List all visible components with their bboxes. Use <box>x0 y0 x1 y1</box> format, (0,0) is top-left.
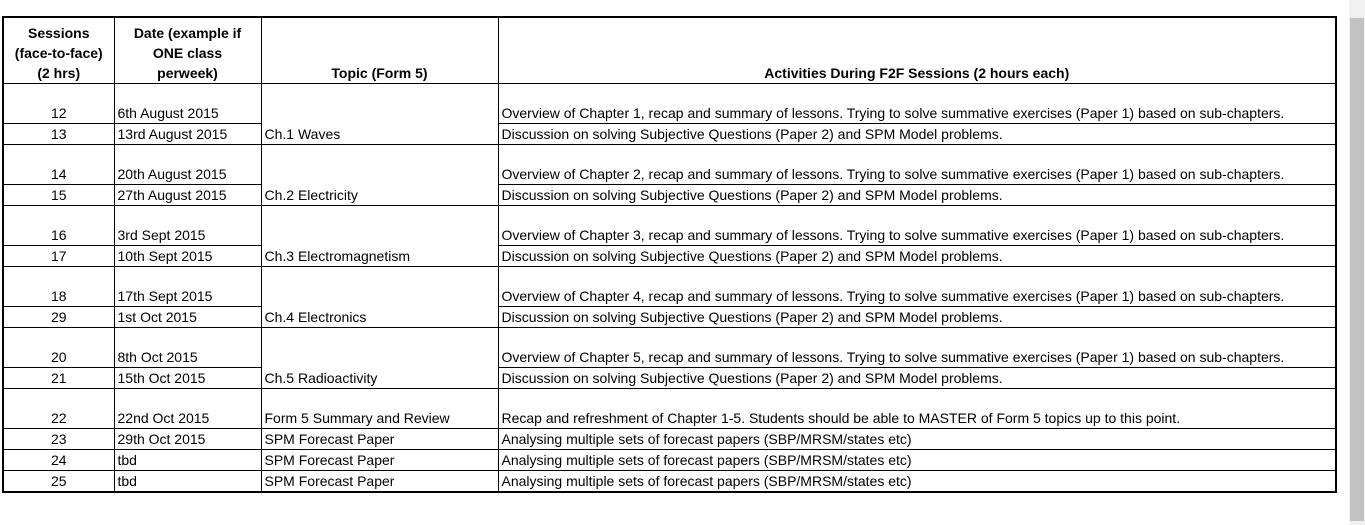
date-cell: 1st Oct 2015 <box>114 306 261 327</box>
session-cell: 14 <box>3 144 114 184</box>
date-cell: 8th Oct 2015 <box>114 327 261 367</box>
topic-cell: Ch.2 Electricity <box>261 144 498 205</box>
table-row <box>3 327 1336 367</box>
table-row <box>3 266 1336 306</box>
activity-cell: Discussion on solving Subjective Questions (Paper 2) and SPM Model problems. <box>498 184 1336 205</box>
session-cell: 18 <box>3 266 114 306</box>
table-row <box>3 306 1336 327</box>
header-topic: Topic (Form 5) <box>261 17 498 83</box>
schedule-table <box>2 16 1337 493</box>
table-row <box>3 83 1336 123</box>
header-row <box>3 17 1336 83</box>
activity-cell: Analysing multiple sets of forecast papers (SBP/MRSM/states etc) <box>498 470 1336 492</box>
table-row <box>3 367 1336 388</box>
date-cell: 29th Oct 2015 <box>114 428 261 449</box>
header-sessions: Sessions (face-to-face) (2 hrs) <box>3 17 114 83</box>
table-row <box>3 449 1336 470</box>
header-activities: Activities During F2F Sessions (2 hours each) <box>498 17 1336 83</box>
activity-cell: Overview of Chapter 3, recap and summary of lessons. Trying to solve summative exercises (Paper 1) based on sub-chapters. <box>498 205 1336 245</box>
topic-cell: Ch.4 Electronics <box>261 266 498 327</box>
session-cell: 25 <box>3 470 114 492</box>
schedule-sheet <box>2 16 1337 493</box>
date-cell: 22nd Oct 2015 <box>114 388 261 428</box>
table-row <box>3 245 1336 266</box>
topic-cell: SPM Forecast Paper <box>261 470 498 492</box>
session-cell: 12 <box>3 83 114 123</box>
date-cell: 17th Sept 2015 <box>114 266 261 306</box>
topic-cell: Form 5 Summary and Review <box>261 388 498 428</box>
table-row <box>3 144 1336 184</box>
session-cell: 20 <box>3 327 114 367</box>
session-cell: 16 <box>3 205 114 245</box>
header-date: Date (example if ONE class perweek) <box>114 17 261 83</box>
date-cell: 3rd Sept 2015 <box>114 205 261 245</box>
vertical-scrollbar[interactable] <box>1349 0 1365 525</box>
table-row <box>3 470 1336 492</box>
activity-cell: Analysing multiple sets of forecast papers (SBP/MRSM/states etc) <box>498 428 1336 449</box>
topic-cell: Ch.3 Electromagnetism <box>261 205 498 266</box>
activity-cell: Overview of Chapter 5, recap and summary of lessons. Trying to solve summative exercises (Paper 1) based on sub-chapters. <box>498 327 1336 367</box>
session-cell: 15 <box>3 184 114 205</box>
date-cell: 27th August 2015 <box>114 184 261 205</box>
session-cell: 29 <box>3 306 114 327</box>
activity-cell: Overview of Chapter 2, recap and summary of lessons. Trying to solve summative exercises (Paper 1) based on sub-chapters. <box>498 144 1336 184</box>
activity-cell: Discussion on solving Subjective Questions (Paper 2) and SPM Model problems. <box>498 367 1336 388</box>
date-cell: 13rd August 2015 <box>114 123 261 144</box>
date-cell: 10th Sept 2015 <box>114 245 261 266</box>
table-row <box>3 205 1336 245</box>
session-cell: 22 <box>3 388 114 428</box>
topic-cell: SPM Forecast Paper <box>261 428 498 449</box>
date-cell: 20th August 2015 <box>114 144 261 184</box>
topic-cell: Ch.1 Waves <box>261 83 498 144</box>
scrollbar-thumb[interactable] <box>1350 18 1364 521</box>
session-cell: 21 <box>3 367 114 388</box>
activity-cell: Analysing multiple sets of forecast papers (SBP/MRSM/states etc) <box>498 449 1336 470</box>
date-cell: 6th August 2015 <box>114 83 261 123</box>
table-row <box>3 184 1336 205</box>
activity-cell: Overview of Chapter 1, recap and summary of lessons. Trying to solve summative exercises (Paper 1) based on sub-chapters. <box>498 83 1336 123</box>
table-row <box>3 388 1336 428</box>
topic-cell: Ch.5 Radioactivity <box>261 327 498 388</box>
session-cell: 24 <box>3 449 114 470</box>
table-row <box>3 428 1336 449</box>
session-cell: 17 <box>3 245 114 266</box>
table-row <box>3 123 1336 144</box>
activity-cell: Discussion on solving Subjective Questions (Paper 2) and SPM Model problems. <box>498 306 1336 327</box>
session-cell: 13 <box>3 123 114 144</box>
topic-cell: SPM Forecast Paper <box>261 449 498 470</box>
session-cell: 23 <box>3 428 114 449</box>
date-cell: 15th Oct 2015 <box>114 367 261 388</box>
activity-cell: Recap and refreshment of Chapter 1-5. Students should be able to MASTER of Form 5 topics up to this point. <box>498 388 1336 428</box>
activity-cell: Discussion on solving Subjective Questions (Paper 2) and SPM Model problems. <box>498 123 1336 144</box>
date-cell: tbd <box>114 449 261 470</box>
activity-cell: Overview of Chapter 4, recap and summary of lessons. Trying to solve summative exercises (Paper 1) based on sub-chapters. <box>498 266 1336 306</box>
activity-cell: Discussion on solving Subjective Questions (Paper 2) and SPM Model problems. <box>498 245 1336 266</box>
date-cell: tbd <box>114 470 261 492</box>
